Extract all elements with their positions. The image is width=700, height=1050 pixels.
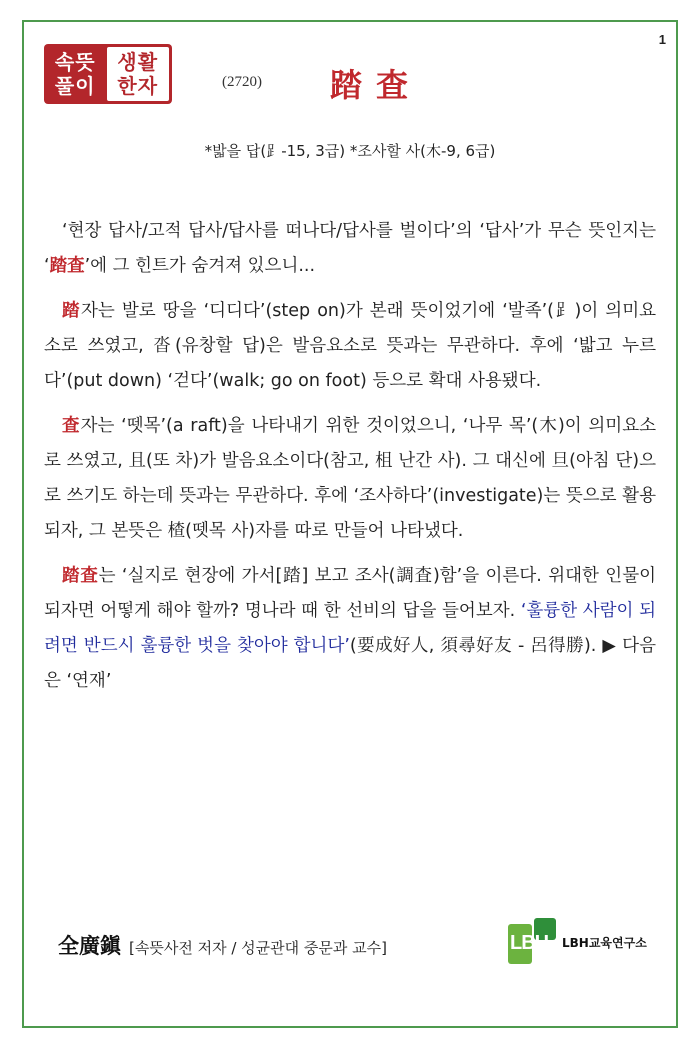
paragraph (44, 214, 656, 284)
article-serial: (2720) (222, 74, 262, 90)
paragraph (44, 559, 656, 699)
logo-text: 풀이 (54, 74, 96, 98)
highlight-term: 踏査 (62, 566, 99, 586)
paragraph-text: (要成好人, 須尋好友 - 呂得勝). ▶ 다음은 ‘연재’ (44, 636, 656, 691)
paragraph-text: 는 ‘실지로 현장에 가서[踏] 보고 조사(調査)함’을 이른다. 위대한 인물이 되자면 어떻게 해야 할까? 명나라 때 한 선비의 답을 들어보자. (44, 566, 657, 621)
logo-mark-text: LBH (510, 932, 549, 954)
page-number: 1 (658, 32, 666, 47)
series-logo (44, 44, 172, 104)
quote-text: ‘훌륭한 사람이 되려면 반드시 훌륭한 벗을 찾아야 합니다’ (44, 601, 656, 656)
highlight-term: 踏査 (49, 256, 85, 276)
paragraph-text: ’에 그 힌트가 숨겨져 있으니... (84, 256, 316, 276)
paragraph (44, 294, 656, 399)
highlight-term: 査 (62, 416, 81, 436)
author-role: [속뜻사전 저자 / 성균관대 중문과 교수] (129, 939, 387, 957)
paragraph-text: ‘현장 답사/고적 답사/답사를 떠나다/답사를 벌이다’의 ‘답사’가 무슨 뜻인지는 ‘ (44, 221, 656, 276)
lbh-logo-icon (508, 918, 556, 966)
paragraph-text: 자는 ‘뗏목’(a raft)을 나타내기 위한 것이었으니, ‘나무 목’(木)이 의미요소로 쓰였고, 且(또 차)가 발음요소이다(참고, 柤 난간 사). 그 대신에 旦(아침 단)으로 쓰기도 하는데 뜻과는 무관하다. 후에 ‘조사하다’(investigate)는 뜻으로 활용되자, 그 본뜻은 楂(뗏목 사)자를 따로 만들어 나타냈다. (44, 416, 657, 541)
paragraph (44, 409, 656, 549)
org-logo (508, 918, 647, 966)
author-line (58, 930, 387, 960)
highlight-term: 踏 (62, 301, 81, 321)
org-name: LBH교육연구소 (562, 935, 647, 950)
character-info: *밟을 답(⻊-15, 3급) *조사할 사(木-9, 6급) (204, 142, 496, 160)
logo-text: 한자 (117, 74, 159, 98)
author-name: 全廣鎭 (58, 933, 121, 958)
paragraph-text: 자는 발로 땅을 ‘디디다’(step on)가 본래 뜻이었기에 ‘발족’(⻊)이 의미요소로 쓰였고, 沓(유창할 답)은 발음요소로 뜻과는 무관하다. 후에 ‘밟고 누르다’(put down) ‘걷다’(walk; go on foot) 등으로 확대 사용됐다. (44, 301, 656, 391)
page-title: 踏査 (330, 66, 423, 104)
logo-text: 생활 (117, 50, 159, 74)
logo-text: 속뜻 (54, 50, 96, 74)
article-body (44, 214, 656, 709)
